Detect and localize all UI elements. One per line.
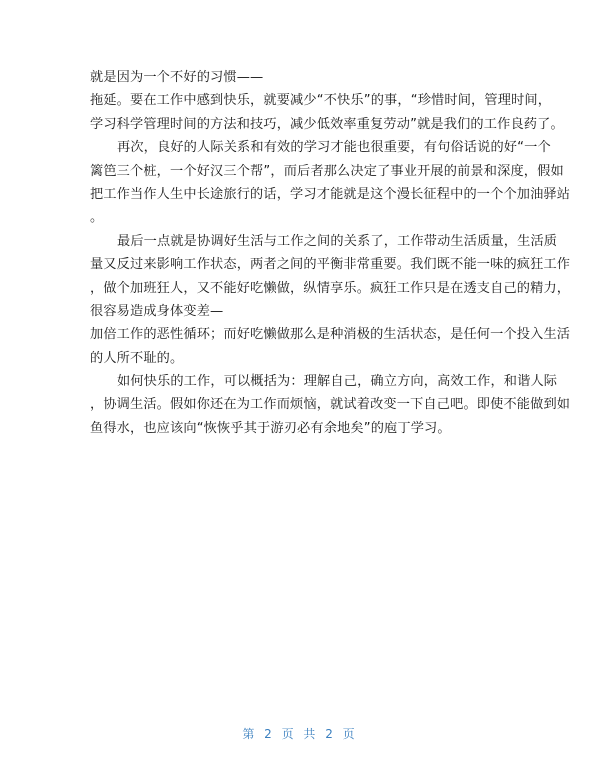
text-line: 就是因为一个不好的习惯—— — [90, 70, 264, 85]
text-line: 再次，良好的人际关系和有效的学习才能也很重要，有句俗话说的好“一个 — [117, 140, 551, 156]
text-line: 学习科学管理时间的方法和技巧，减少低效率重复劳动”就是我们的工作良药了。 — [90, 116, 564, 132]
text-line: ，做个加班狂人，又不能好吃懒做，纵情享乐。疯狂工作只是在透支自己的精力， — [90, 280, 571, 296]
text-line: 很容易造成身体变差— — [90, 303, 224, 319]
text-line: 的人所不耻的。 — [90, 350, 184, 366]
text-line: ，协调生活。假如你还在为工作而烦恼，就试着改变一下自己吧。即使不能做到如 — [90, 397, 571, 413]
text-line: 拖延。要在工作中感到快乐，就要减少“不快乐”的事，“珍惜时间，管理时间， — [90, 93, 552, 109]
document-body — [90, 66, 571, 440]
text-line: 如何快乐的工作，可以概括为：理解自己，确立方向，高效工作，和谐人际 — [117, 374, 558, 390]
text-line: 。 — [90, 210, 104, 226]
text-line: 把工作当作人生中长途旅行的话，学习才能就是这个漫长征程中的一个个加油驿站 — [90, 186, 571, 202]
text-line: 量又反过来影响工作状态，两者之间的平衡非常重要。我们既不能一味的疯狂工作 — [90, 257, 571, 273]
text-line: 最后一点就是协调好生活与工作之间的关系了，工作带动生活质量，生活质 — [117, 233, 558, 249]
text-line: 鱼得水，也应该向“恢恢乎其于游刃必有余地矣”的庖丁学习。 — [90, 420, 451, 436]
page-number-footer: 第 2 页 共 2 页 — [242, 727, 358, 741]
text-line: 篱笆三个桩，一个好汉三个帮”，而后者那么决定了事业开展的前景和深度，假如 — [90, 163, 564, 179]
text-line: 加倍工作的恶性循环；而好吃懒做那么是种消极的生活状态，是任何一个投入生活 — [90, 327, 571, 343]
